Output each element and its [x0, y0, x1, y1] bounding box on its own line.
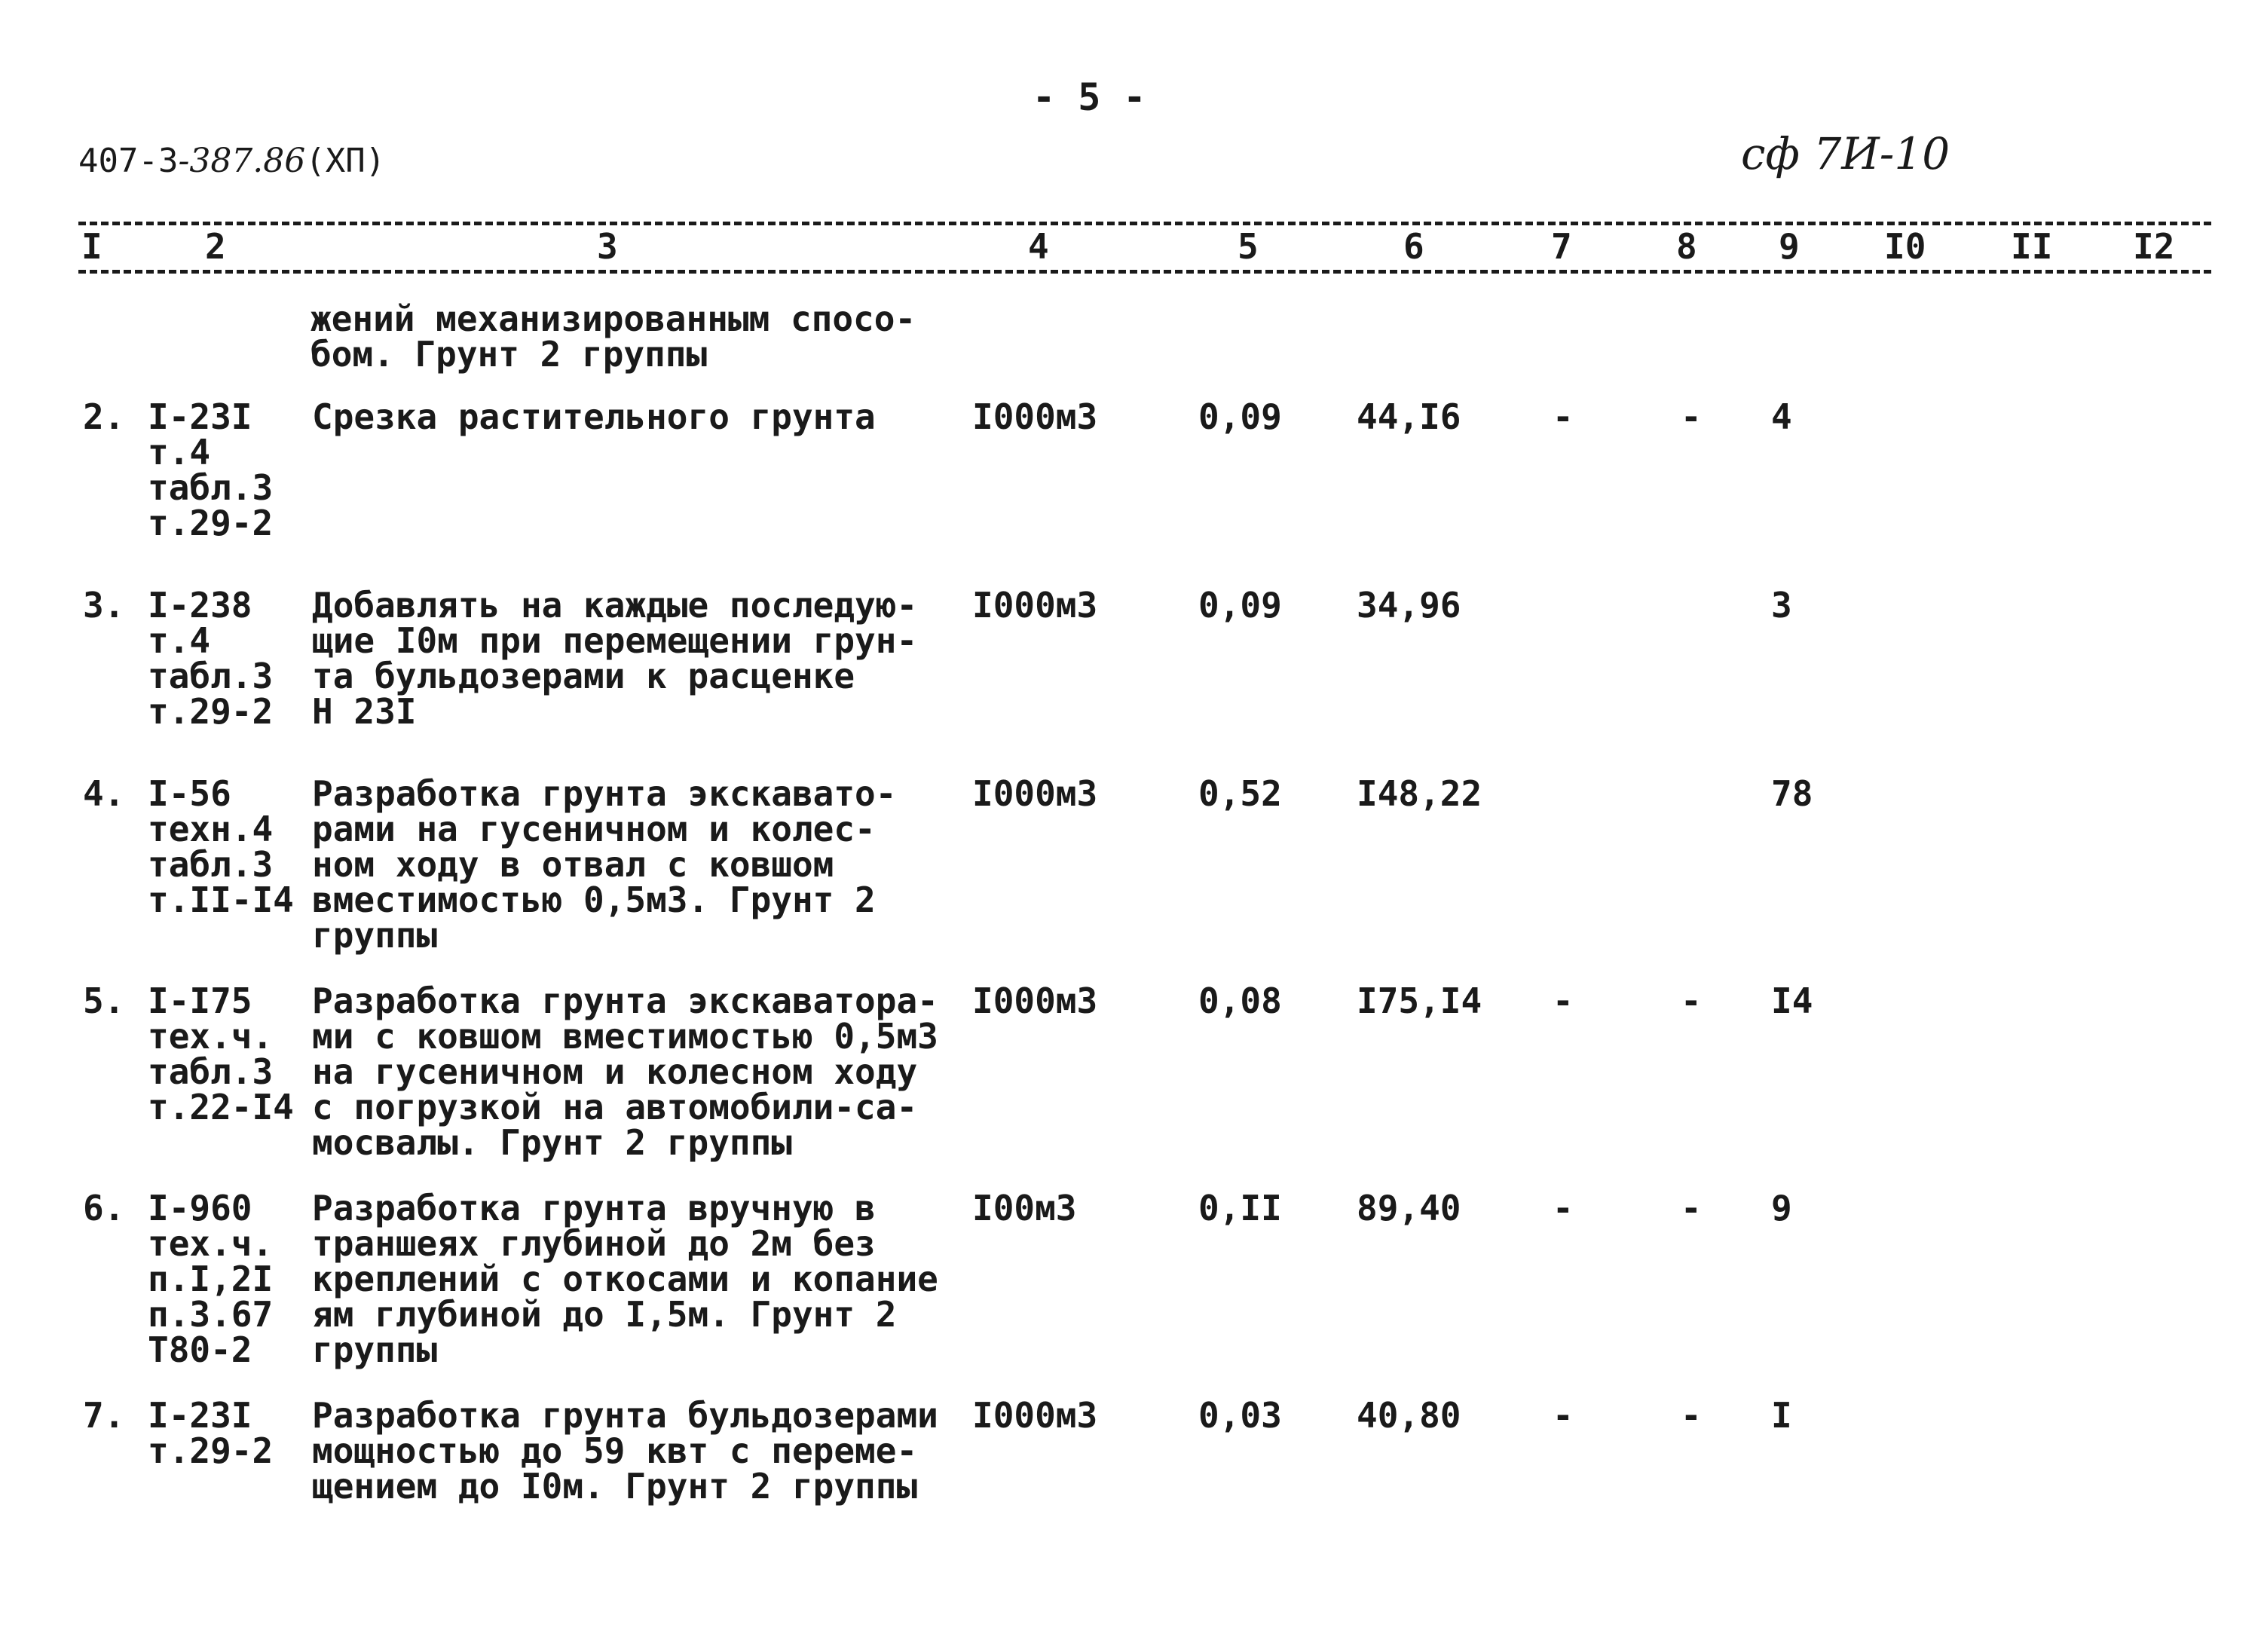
- row-name: Разработка грунта экскавато- рами на гусеничном и колес- ном ходу в отвал с ковшом вместимостью 0,5м3. Грунт 2 группы: [312, 773, 897, 956]
- row-unit: I000м3: [972, 980, 1098, 1021]
- table-row: [0, 585, 2261, 784]
- row-code: I-56 техн.4 табл.3 т.II-I4: [148, 773, 294, 920]
- row-quantity: 0,09: [1198, 585, 1282, 626]
- row-col-7: -: [1553, 980, 1574, 1021]
- row-name: Срезка растительного грунта: [312, 396, 876, 437]
- column-number-8: 8: [1676, 226, 1697, 267]
- column-number-3: 3: [597, 226, 618, 267]
- row-col-9: I4: [1771, 980, 1813, 1021]
- row-quantity: 0,52: [1198, 773, 1282, 814]
- row-col-9: 78: [1771, 773, 1813, 814]
- row-number: 5.: [83, 980, 125, 1021]
- row-number: 7.: [83, 1395, 125, 1436]
- document-code: [78, 142, 385, 180]
- row-col-9: 3: [1771, 585, 1792, 626]
- sheet-mark: сф 7И-10: [1741, 128, 1950, 179]
- row-name: Разработка грунта бульдозерами мощностью до 59 квт с переме- щением до I0м. Грунт 2 группы: [312, 1395, 938, 1507]
- row-quantity: 0,II: [1198, 1188, 1282, 1228]
- column-number-2: 2: [205, 226, 226, 267]
- row-unit-price: 44,I6: [1357, 396, 1461, 437]
- column-number-7: 7: [1551, 226, 1572, 267]
- row-code: I-238 т.4 табл.3 т.29-2: [148, 585, 274, 732]
- row-col-8: -: [1681, 980, 1702, 1021]
- column-number-12: I2: [2133, 226, 2175, 267]
- row-number: 3.: [83, 585, 125, 626]
- column-number-1: I: [81, 226, 102, 267]
- table-row: [0, 980, 2261, 1179]
- row-unit-price: 34,96: [1357, 585, 1461, 626]
- row-col-8: -: [1681, 396, 1702, 437]
- table-row: [0, 773, 2261, 972]
- row-unit: I000м3: [972, 773, 1098, 814]
- row-quantity: 0,09: [1198, 396, 1282, 437]
- row-code: I-I75 тех.ч. табл.3 т.22-I4: [148, 980, 294, 1127]
- row-col-9: 9: [1771, 1188, 1792, 1228]
- row-name: Добавлять на каждые последую- щие I0м при перемещении грун- та бульдозерами к расценке Н 23I: [312, 585, 918, 732]
- row-name: Разработка грунта вручную в траншеях глубиной до 2м без креплений с откосами и копание ям глубиной до I,5м. Грунт 2 группы: [312, 1188, 938, 1370]
- document-code-handwritten: -387.86: [178, 142, 306, 180]
- header-rule-bottom: [78, 270, 2211, 274]
- row-col-8: -: [1681, 1188, 1702, 1228]
- column-number-11: II: [2011, 226, 2053, 267]
- table-row: [0, 1188, 2261, 1387]
- row-quantity: 0,08: [1198, 980, 1282, 1021]
- row-unit: I000м3: [972, 1395, 1098, 1436]
- row-unit-price: 40,80: [1357, 1395, 1461, 1436]
- column-number-5: 5: [1238, 226, 1259, 267]
- row-col-9: 4: [1771, 396, 1792, 437]
- row-col-7: -: [1553, 396, 1574, 437]
- row-number: 4.: [83, 773, 125, 814]
- column-number-4: 4: [1028, 226, 1049, 267]
- row-code: I-23I т.4 табл.3 т.29-2: [148, 396, 274, 543]
- row-code: I-23I т.29-2: [148, 1395, 274, 1471]
- column-number-10: I0: [1884, 226, 1926, 267]
- row-col-7: -: [1553, 1395, 1574, 1436]
- row-unit-price: I48,22: [1357, 773, 1482, 814]
- row-col-7: -: [1553, 1188, 1574, 1228]
- row-code: I-960 тех.ч. п.I,2I п.3.67 Т80-2: [148, 1188, 274, 1370]
- row-quantity: 0,03: [1198, 1395, 1282, 1436]
- row-unit: I000м3: [972, 396, 1098, 437]
- continuation-text: жений механизированным спосо- бом. Грунт 2 группы: [311, 298, 916, 375]
- row-unit: I00м3: [972, 1188, 1077, 1228]
- row-col-9: I: [1771, 1395, 1792, 1436]
- document-code-suffix: (XП): [305, 142, 386, 180]
- row-unit: I000м3: [972, 585, 1098, 626]
- page-number: - 5 -: [1033, 75, 1146, 119]
- table-row: [0, 1395, 2261, 1594]
- row-name: Разработка грунта экскаватора- ми с ковшом вместимостью 0,5м3 на гусеничном и колесном ходу с погрузкой на автомобили-са- мосвалы. Грунт 2 группы: [312, 980, 938, 1163]
- row-col-8: -: [1681, 1395, 1702, 1436]
- column-number-6: 6: [1403, 226, 1424, 267]
- document-code-typed: 407-3: [78, 142, 179, 180]
- row-number: 6.: [83, 1188, 125, 1228]
- row-unit-price: I75,I4: [1357, 980, 1482, 1021]
- column-number-9: 9: [1779, 226, 1800, 267]
- row-unit-price: 89,40: [1357, 1188, 1461, 1228]
- row-number: 2.: [83, 396, 125, 437]
- table-row: [0, 396, 2261, 595]
- header-rule-top: [78, 222, 2211, 225]
